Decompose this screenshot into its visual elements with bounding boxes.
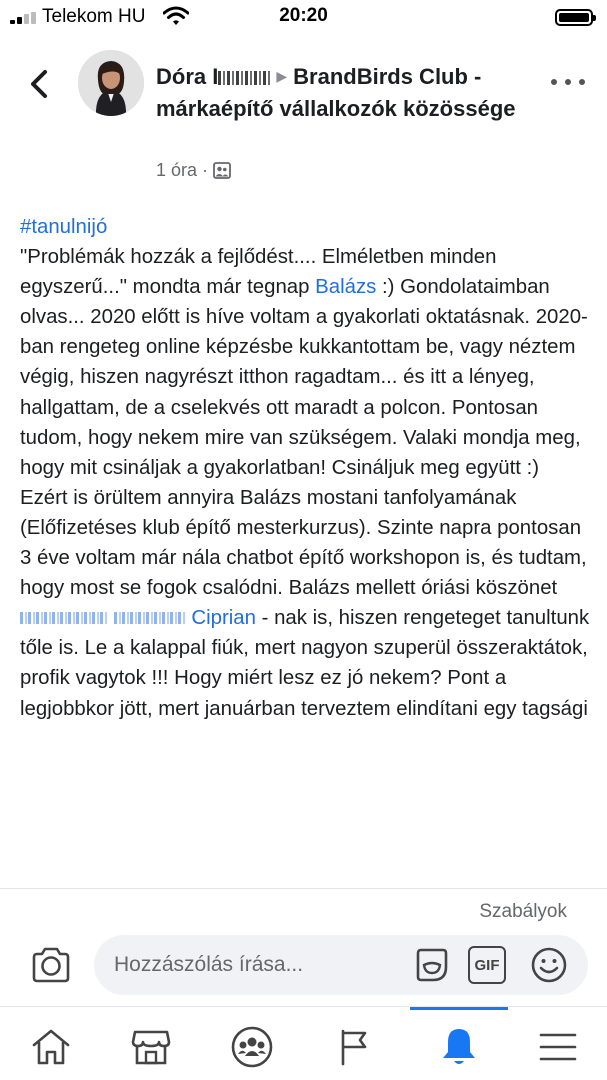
hashtag-link[interactable]: #tanulnijó <box>20 216 108 238</box>
mention-link[interactable]: Balázs <box>315 276 377 299</box>
post-text-part: "Problémák hozzák a fejlődést.... Elméletben minden egyszerű..." mondta már tegnap <box>20 246 497 299</box>
tab-notifications[interactable] <box>437 1025 481 1069</box>
emoji-icon[interactable] <box>530 946 568 984</box>
mention-link[interactable]: Ciprian <box>191 607 256 630</box>
tab-groups[interactable] <box>230 1025 274 1069</box>
home-icon <box>30 1027 72 1067</box>
post-text-part: - nak is, hiszen rengeteget tanultunk tőle is. Le a kalappal fiúk, mert nagyon szuperül összeraktátok, profik vagytok !!! Hogy miért lesz ez jó nekem? Pont a legjobbkor jött, mert januárban terveztem elindítani egy tagsági <box>20 607 590 720</box>
tab-pages[interactable] <box>332 1025 376 1069</box>
dot-icon <box>579 79 585 85</box>
camera-icon[interactable] <box>30 945 72 985</box>
group-privacy-icon <box>213 162 231 179</box>
post-body <box>20 212 592 888</box>
gif-label: GIF <box>474 956 500 974</box>
more-options-button[interactable] <box>551 70 585 94</box>
dot-icon <box>565 79 571 85</box>
group-name[interactable]: BrandBirds Club - márkaépítő vállalkozók közössége <box>156 64 516 121</box>
flag-icon <box>334 1027 374 1067</box>
bell-icon <box>439 1026 479 1068</box>
chevron-left-icon <box>29 69 49 99</box>
post-time[interactable]: 1 óra <box>156 160 198 180</box>
arrow-right-icon: ▶ <box>276 68 288 84</box>
blurred-mention-last <box>114 612 186 624</box>
comment-area <box>0 888 607 1006</box>
dot-icon <box>551 79 557 85</box>
battery-icon <box>555 9 593 26</box>
gif-button[interactable] <box>468 946 506 984</box>
comment-input[interactable] <box>114 935 384 995</box>
author-name[interactable]: Dóra I <box>156 64 219 89</box>
author-avatar[interactable] <box>78 50 144 116</box>
menu-icon <box>539 1030 577 1064</box>
marketplace-icon <box>130 1027 172 1067</box>
avatar-image <box>78 50 144 116</box>
post-text-part: :) Gondolataimban olvas... 2020 előtt is híve voltam a gyakorlati oktatásnak. 2020-ban rengeteg online képzésbe kukkantottam be, vagy néztem végig, hiszen nagyrészt itthon ragadtam... és itt a lényeg, hallgattam, de a cselekvés ott maradt a polcon. Pontosan tudom, hogy nekem mire van szükségem. Valaki mondja meg, hogy mit csináljak a gyakorlatban! Csináljuk meg együtt :) Ezért is örültem annyira Balázs mostani tanfolyamának (Előfizetéses klub építő mesterkurzus). Szinte napra pontosan 3 éve voltam már nála chatbot építő workshopon is, és tudtam, hogy most se fogok csalódni. Balázs mellett óriási köszönet <box>20 276 588 600</box>
sticker-icon[interactable] <box>412 945 452 985</box>
bottom-tab-bar <box>0 1006 607 1080</box>
blurred-mention-first <box>20 612 108 624</box>
active-tab-indicator <box>410 1007 508 1010</box>
tab-menu[interactable] <box>536 1025 580 1069</box>
comment-box <box>94 935 588 995</box>
back-button[interactable] <box>22 64 56 104</box>
status-time: 20:20 <box>279 5 328 26</box>
rules-link[interactable]: Szabályok <box>479 901 567 922</box>
meta-separator: · <box>202 160 209 180</box>
groups-icon <box>230 1025 274 1069</box>
tab-home[interactable] <box>29 1025 73 1069</box>
status-bar <box>0 0 607 36</box>
post-text <box>20 242 592 724</box>
post-title <box>156 60 536 125</box>
blurred-surname <box>218 71 270 85</box>
carrier-name: Telekom HU <box>42 6 146 27</box>
post-meta <box>156 160 231 181</box>
tab-marketplace[interactable] <box>129 1025 173 1069</box>
